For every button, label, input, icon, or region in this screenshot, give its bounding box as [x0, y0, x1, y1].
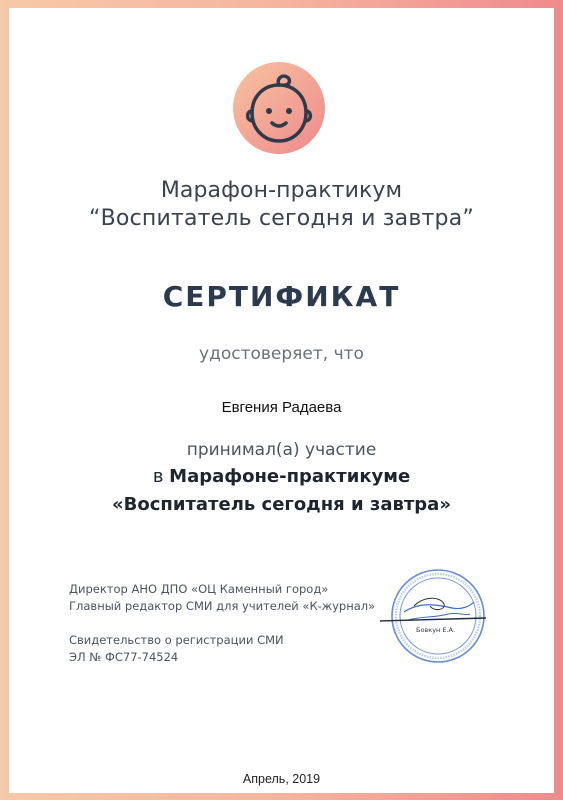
official-stamp: [374, 566, 492, 666]
certifies-text: удостоверяет, что: [199, 344, 364, 364]
event-line1: [9, 466, 554, 487]
marathon-title-line1: Марафон-практикум: [160, 178, 403, 203]
registration-line1: Свидетельство о регистрации СМИ: [69, 633, 284, 647]
certificate-heading: СЕРТИФИКАТ: [162, 280, 401, 313]
event-name-line1: Марафоне-практикуме: [169, 466, 411, 487]
signatory-line2: Главный редактор СМИ для учителей «К-журнал»: [69, 599, 376, 613]
event-prefix: в: [152, 466, 164, 487]
signatory-line1: Директор АНО ДПО «ОЦ Каменный город»: [69, 582, 329, 596]
event-name-line2: «Воспитатель сегодня и завтра»: [112, 494, 451, 515]
baby-face-icon: [232, 61, 326, 155]
participation-text: принимал(а) участие: [186, 440, 377, 460]
registration-block: [69, 632, 284, 666]
certificate-sheet: [9, 8, 554, 793]
stamp-signer: Бовкун Е.А.: [416, 626, 456, 634]
recipient-name: Евгения Радаева: [221, 399, 342, 416]
registration-line2: ЭЛ № ФС77-74524: [69, 650, 179, 664]
signatory-block: [69, 581, 375, 615]
issue-date: Апрель, 2019: [242, 772, 321, 786]
marathon-title-line2: “Воспитатель сегодня и завтра”: [89, 206, 474, 231]
